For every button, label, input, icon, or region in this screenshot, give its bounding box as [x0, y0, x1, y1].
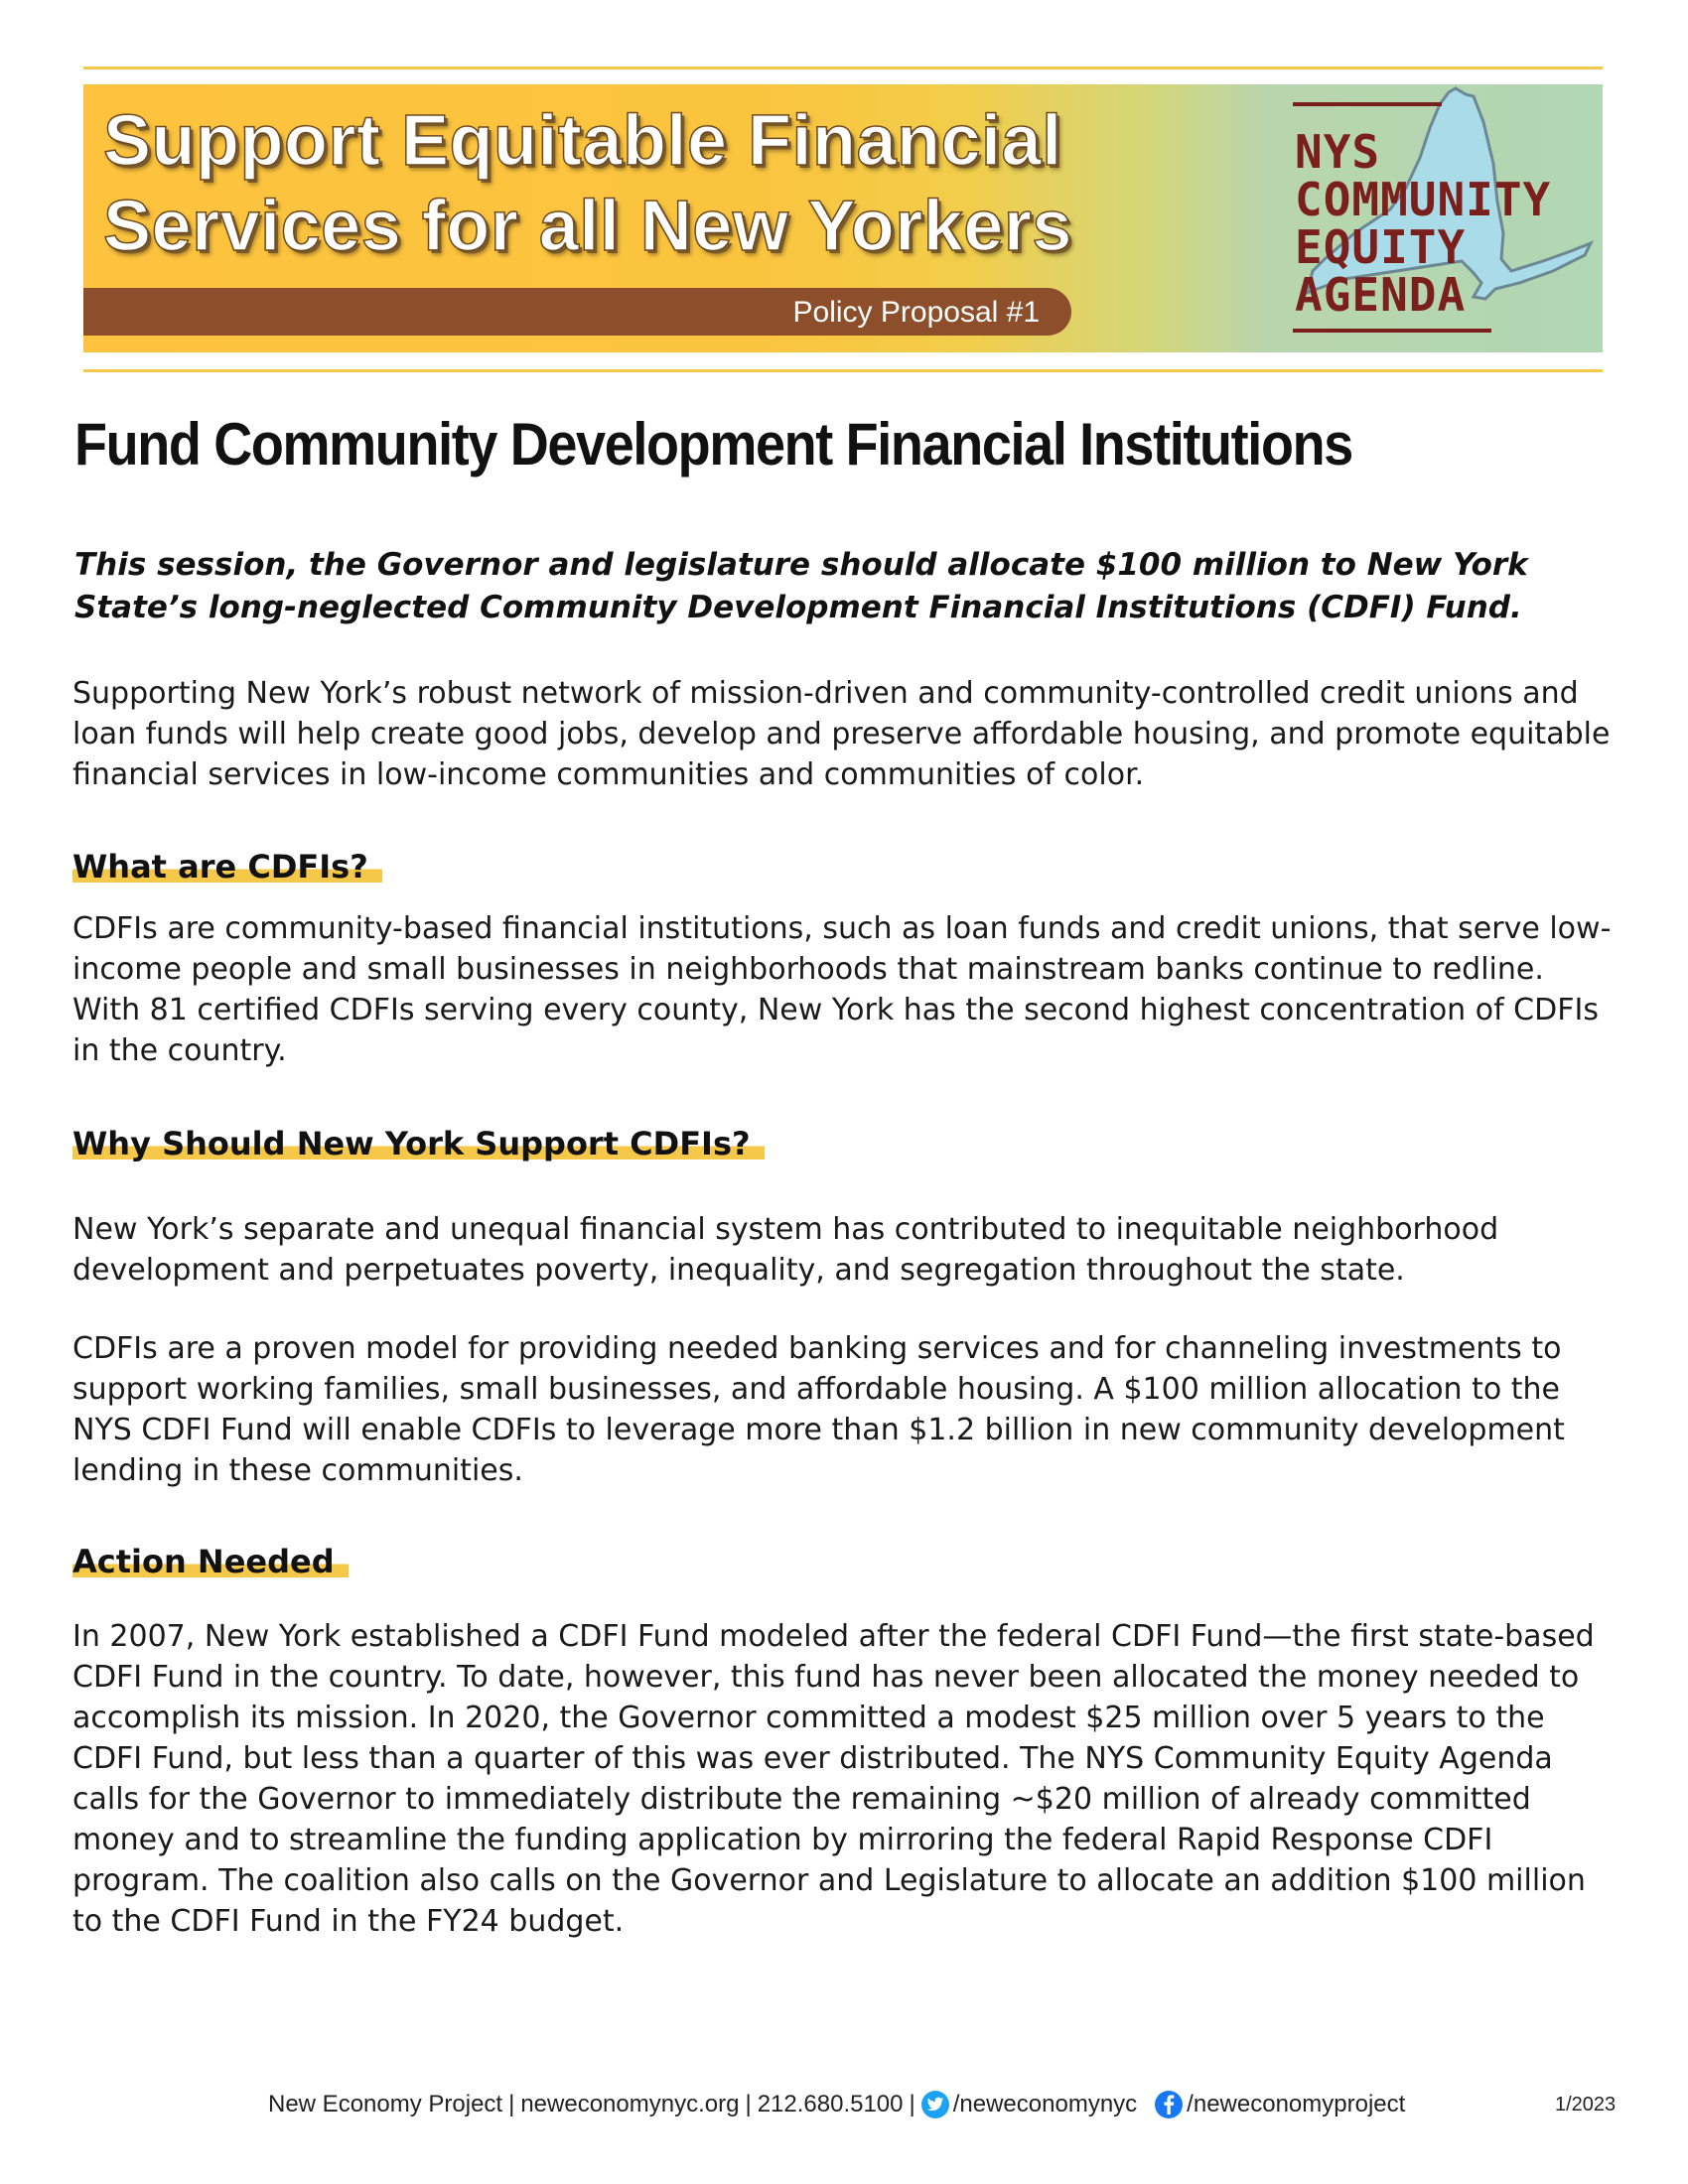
proposal-bar — [83, 288, 1071, 336]
footer-phone: 212.680.5100 — [757, 2091, 904, 2117]
footer-separator: | — [508, 2091, 515, 2117]
twitter-handle-link[interactable]: /neweconomynyc — [952, 2091, 1138, 2117]
section-paragraph: In 2007, New York established a CDFI Fund modeled after the federal CDFI Fund—the first state-based CDFI Fund in the country. To date, however, this fund has never been allocated the money needed to accomplish its mission. In 2020, the Governor committed a modest $25 million over 5 years to the CDFI Fund, but less than a quarter of this was ever distributed. The NYS Community Equity Agenda calls for the Governor to immediately distribute the remaining ~$20 million of already committed money and to streamline the funding application by mirroring the federal Rapid Response CDFI program. The coalition also calls on the Governor and Legislature to allocate an addition $100 million to the CDFI Fund in the FY24 budget. — [72, 1619, 1595, 1939]
logo-line-1: NYS — [1295, 125, 1381, 179]
section-heading-action-needed: Action Needed — [72, 1542, 349, 1581]
footer-website-link[interactable]: neweconomynyc.org — [520, 2091, 740, 2117]
footer — [268, 2085, 1405, 2124]
section-paragraph: CDFIs are community-based financial institutions, such as loan funds and credit unions, that serve low-income people and small businesses in neighborhoods that mainstream banks continue to redline. With 81 certified CDFIs serving every county, New York has the second highest concentration of CDFIs in the country. — [72, 911, 1612, 1068]
footer-separator: | — [909, 2091, 915, 2117]
section-paragraph: New York’s separate and unequal financial system has contributed to inequitable neighborhood development and perpetuates poverty, inequality, and segregation throughout the state. — [72, 1212, 1499, 1288]
logo-top-line — [1293, 102, 1442, 106]
facebook-handle-link[interactable]: /neweconomyproject — [1187, 2091, 1406, 2117]
logo-line-4: AGENDA — [1295, 268, 1467, 322]
section-heading-why-support: Why Should New York Support CDFIs? — [72, 1124, 765, 1163]
logo-line-3: EQUITY — [1295, 220, 1467, 274]
header-banner — [83, 84, 1603, 352]
logo-bottom-line — [1293, 329, 1491, 333]
document-date: 1/2023 — [1555, 2094, 1617, 2116]
intro-paragraph: Supporting New York’s robust network of mission-driven and community-controlled credit unions and loan funds will help create good jobs, develop and preserve affordable housing, and promote equitable financial services in low-income communities and communities of color. — [72, 676, 1611, 792]
section-heading-what-are-cdfis: What are CDFIs? — [72, 847, 382, 887]
logo-text — [1295, 125, 1552, 322]
banner-title-line-2: Services for all New Yorkers — [103, 187, 1072, 266]
facebook-icon[interactable] — [1155, 2091, 1183, 2118]
top-rule — [83, 67, 1603, 69]
lead-statement: This session, the Governor and legislature should allocate $100 million to New York State’s long-neglected Community Development Financial Institutions (CDFI) Fund. — [74, 547, 1528, 625]
logo-line-2: COMMUNITY — [1295, 173, 1552, 226]
banner-title — [103, 98, 1146, 269]
banner-title-line-1: Support Equitable Financial — [103, 101, 1062, 181]
footer-separator: | — [745, 2091, 752, 2117]
section-paragraph: CDFIs are a proven model for providing needed banking services and for channeling investments to support working families, small businesses, and affordable housing. A $100 million allocation to the NYS CDFI Fund will enable CDFIs to leverage more than $1.2 billion in new community development lending in these communities. — [72, 1331, 1565, 1488]
nys-community-equity-agenda-logo — [1196, 84, 1603, 352]
page-title: Fund Community Development Financial Institutions — [74, 411, 1352, 478]
twitter-icon[interactable] — [921, 2091, 949, 2118]
proposal-label: Policy Proposal #1 — [792, 296, 1040, 329]
banner-bottom-rule — [83, 369, 1603, 372]
footer-org: New Economy Project — [268, 2091, 503, 2117]
